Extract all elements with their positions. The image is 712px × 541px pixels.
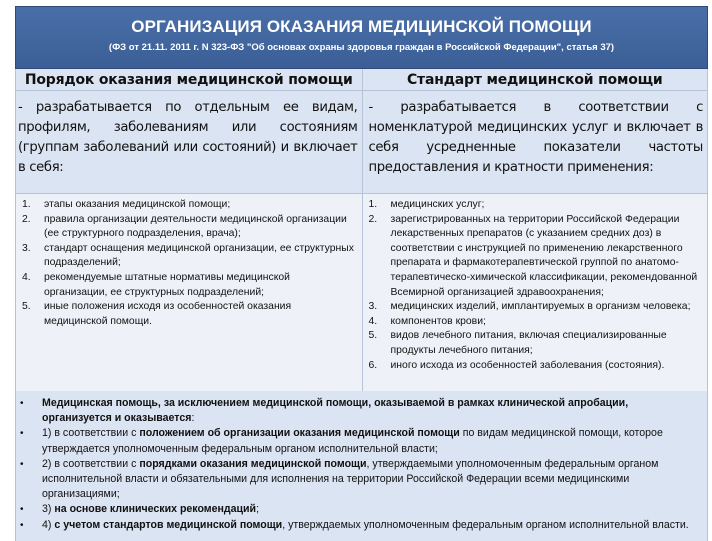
list-text: правила организации деятельности медицинской организации (ее структурного подразделения, врача); bbox=[44, 213, 347, 240]
list-item bbox=[369, 359, 702, 374]
list-item bbox=[22, 213, 356, 242]
bullet-icon: • bbox=[20, 398, 24, 409]
list-number: 4. bbox=[22, 271, 31, 283]
list-item: • Медицинская помощь, за исключением медицинской помощи, оказываемой в рамках клинической апробации, организуется и оказывается: bbox=[20, 396, 699, 426]
list-number: 2. bbox=[368, 213, 378, 225]
list-item bbox=[369, 329, 702, 358]
bullet-icon: • bbox=[20, 519, 24, 531]
rule-intro: Медицинская помощь, за исключением медицинской помощи, оказываемой в рамках клинической апробации, организуется и оказывается bbox=[42, 397, 629, 425]
list-number: 3. bbox=[368, 301, 378, 313]
list-number: 2. bbox=[22, 213, 31, 225]
list-number: 4. bbox=[368, 315, 378, 327]
list-text: рекомендуемые штатные нормативы медицинской организации, ее структурных подразделений; bbox=[44, 271, 290, 298]
title-banner bbox=[15, 6, 708, 69]
bullet-icon: • bbox=[20, 504, 24, 516]
list-item bbox=[369, 198, 702, 213]
list-item bbox=[22, 198, 356, 213]
list-number: 5. bbox=[22, 301, 31, 313]
procedure-list bbox=[16, 194, 362, 329]
standard-list-cell bbox=[362, 194, 708, 410]
list-item bbox=[22, 300, 356, 329]
list-text: иного исхода из особенностей заболевания (состояния). bbox=[390, 359, 665, 371]
description-row bbox=[16, 91, 707, 194]
list-item: • 3) на основе клинических рекомендаций; bbox=[20, 502, 699, 517]
list-number: 3. bbox=[22, 242, 31, 254]
page-subtitle: (ФЗ от 21.11. 2011 г. N 323-ФЗ "Об основах охраны здоровья граждан в Российской Федерации", статья 37) bbox=[108, 42, 615, 53]
column-heading-standard: Стандарт медицинской помощи bbox=[362, 69, 708, 90]
list-text: компонентов крови; bbox=[390, 315, 486, 327]
standard-list bbox=[363, 194, 708, 373]
comparison-table bbox=[15, 69, 708, 411]
list-item: • 4) с учетом стандартов медицинской помощи, утверждаемых уполномоченным федеральным органом исполнительной власти. bbox=[20, 518, 699, 533]
rule-1-emphasis: положением об организации оказания медицинской помощи bbox=[139, 427, 460, 440]
list-number: 5. bbox=[368, 330, 378, 342]
page-title: ОРГАНИЗАЦИЯ ОКАЗАНИЯ МЕДИЦИНСКОЙ ПОМОЩИ bbox=[131, 17, 592, 36]
list-item: • 2) в соответствии с порядками оказания медицинской помощи, утверждаемыми уполномоченным федеральным органом исполнительной власти и обязательными для исполнения на территории Российской Федерации всеми медицинскими организациями; bbox=[20, 457, 699, 503]
bullet-icon: • bbox=[20, 428, 24, 440]
list-text: медицинских изделий, имплантируемых в организм человека; bbox=[390, 301, 691, 313]
list-item bbox=[369, 315, 702, 330]
list-item bbox=[369, 213, 702, 301]
procedure-list-cell bbox=[16, 194, 362, 410]
list-text: стандарт оснащения медицинской организации, ее структурных подразделений; bbox=[44, 242, 354, 269]
list-item bbox=[22, 242, 356, 271]
list-text: зарегистрированных на территории Российской Федерации лекарственных препаратов (с указанием средних доз) в соответствии с инструкцией по применению лекарственного препарата и фармакотерапевтической группой по анатомо-терапевтическо-химической классификации, рекомендованной Всемирной организацией здравоохранения; bbox=[390, 213, 698, 298]
column-heading-procedure: Порядок оказания медицинской помощи bbox=[24, 72, 353, 88]
organization-rules-list bbox=[20, 396, 699, 533]
list-item: • 1) в соответствии с положением об организации оказания медицинской помощи по видам медицинской помощи, которое утверждается уполномоченным федеральным органом исполнительной власти; bbox=[20, 426, 699, 456]
procedure-description: - разрабатывается по отдельным ее видам, профилям, заболеваниям или состояниям (группам заболеваний или состояний) и включает в себя: bbox=[18, 100, 358, 175]
rule-4-emphasis: с учетом стандартов медицинской помощи bbox=[54, 518, 283, 531]
list-item bbox=[369, 300, 702, 315]
list-number: 1. bbox=[368, 199, 378, 210]
list-text: медицинских услуг; bbox=[390, 199, 485, 210]
organization-rules-section bbox=[15, 391, 708, 541]
table-header-row bbox=[16, 69, 707, 91]
list-text: видов лечебного питания, включая специализированные продукты лечебного питания; bbox=[390, 330, 667, 356]
list-item bbox=[22, 271, 356, 300]
bullet-icon: • bbox=[20, 458, 24, 470]
standard-description: - разрабатывается в соответствии с номенклатурой медицинских услуг и включает в себя усредненные показатели частоты предоставления и кратности применения: bbox=[362, 91, 708, 193]
lists-row bbox=[16, 194, 707, 411]
list-number: 6. bbox=[368, 359, 378, 371]
rule-3-emphasis: на основе клинических рекомендаций bbox=[54, 503, 257, 516]
list-text: иные положения исходя из особенностей оказания медицинской помощи. bbox=[44, 301, 292, 327]
list-number: 1. bbox=[22, 199, 31, 210]
list-text: этапы оказания медицинской помощи; bbox=[44, 199, 231, 210]
rule-2-emphasis: порядками оказания медицинской помощи bbox=[139, 457, 367, 470]
